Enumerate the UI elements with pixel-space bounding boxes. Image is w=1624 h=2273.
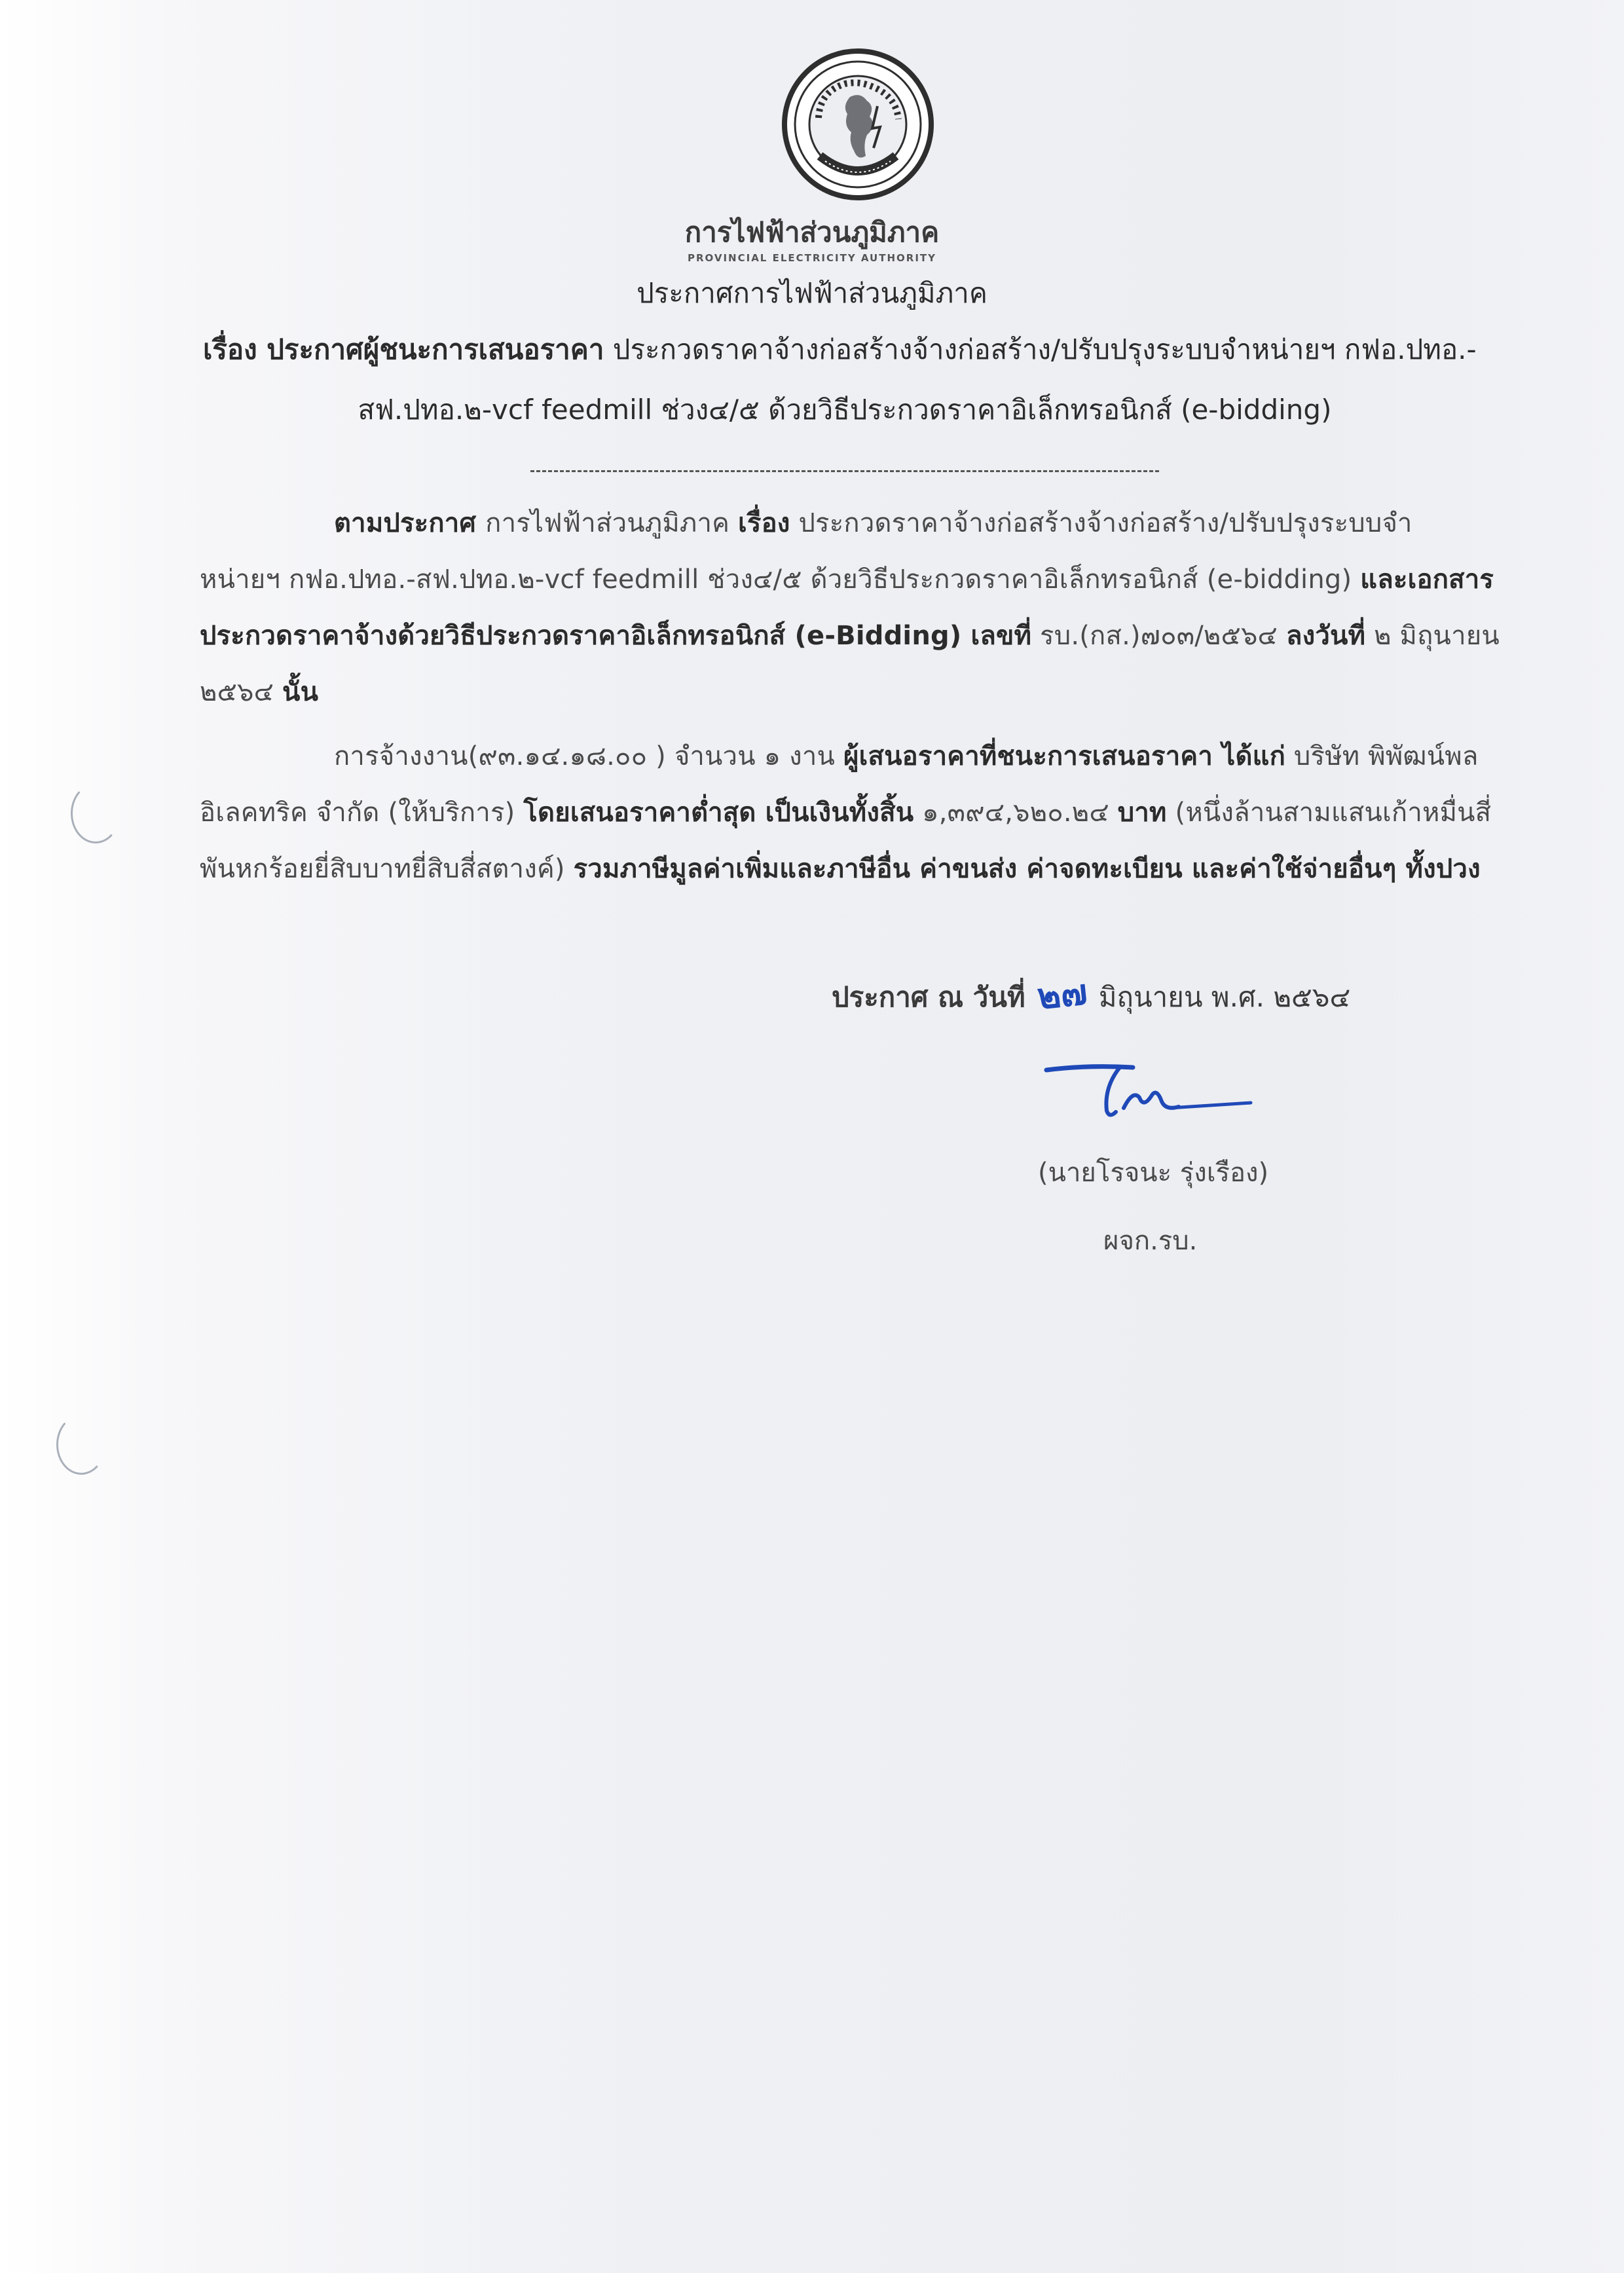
punch-hole-top	[71, 783, 120, 843]
p1-l2-b: และเอกสาร	[1360, 564, 1494, 595]
p1-l1-d: ประกวดราคาจ้างก่อสร้างจ้างก่อสร้าง/ปรับปรุงระบบจำ	[790, 508, 1412, 538]
p2-l1-c: บริษัท พิพัฒน์พล	[1285, 741, 1479, 771]
pea-seal-icon	[779, 46, 936, 203]
p2-l2-d: บาท	[1117, 798, 1167, 828]
subject-line-1: ประกวดราคาจ้างก่อสร้างจ้างก่อสร้าง/ปรับปรุงระบบจำหน่ายฯ กฟอ.ปทอ.-	[604, 333, 1477, 365]
org-name-english: PROVINCIAL ELECTRICITY AUTHORITY	[687, 252, 937, 264]
p1-l1-b: การไฟฟ้าส่วนภูมิภาค	[485, 508, 739, 538]
p2-l1-b: ผู้เสนอราคาที่ชนะการเสนอราคา ได้แก่	[843, 741, 1286, 771]
p2-l2-c: ๑,๓๙๔,๖๒๐.๒๔	[913, 798, 1118, 828]
subject-block	[203, 320, 1486, 440]
date-day-handwritten: ๒๗	[1035, 970, 1089, 1018]
p2-l2-b: โดยเสนอราคาต่ำสุด เป็นเงินทั้งสิ้น	[523, 798, 914, 828]
punch-hole-bottom	[56, 1414, 106, 1475]
paragraph-reference	[200, 495, 1500, 720]
p1-l2-a: หน่ายฯ กฟอ.ปทอ.-สฟ.ปทอ.๒-vcf feedmill ช่วง๔/๕ ด้วยวิธีประกวดราคาอิเล็กทรอนิกส์ (e-bidding)	[200, 564, 1361, 595]
separator-line	[530, 456, 1159, 472]
p1-l3-b: รบ.(กส.)๗๐๓/๒๕๖๔	[1031, 621, 1286, 651]
p2-l3-b: รวมภาษีมูลค่าเพิ่มและภาษีอื่น ค่าขนส่ง ค่าจดทะเบียน และค่าใช้จ่ายอื่นๆ ทั้งปวง	[573, 854, 1481, 884]
p1-l1-c: เรื่อง	[738, 508, 790, 538]
announcement-date	[832, 966, 1350, 1022]
announcement-title: ประกาศการไฟฟ้าส่วนภูมิภาค	[637, 277, 987, 309]
subject-label: เรื่อง ประกาศผู้ชนะการเสนอราคา	[203, 333, 604, 365]
p2-l1-a: การจ้างงาน(๙๓.๑๔.๑๘.๐๐ ) จำนวน ๑ งาน	[334, 741, 844, 771]
p1-l4-a: ๒๕๖๔	[200, 677, 283, 707]
date-prefix: ประกาศ ณ วันที่	[832, 981, 1025, 1013]
p1-l3-d: ๒ มิถุนายน	[1365, 621, 1500, 651]
p1-l1-a: ตามประกาศ	[334, 508, 486, 538]
p2-l3-a: พันหกร้อยยี่สิบบาทยี่สิบสี่สตางค์)	[200, 854, 574, 884]
p1-l4-b: นั้น	[282, 677, 319, 707]
p1-l3-a: ประกวดราคาจ้างด้วยวิธีประกวดราคาอิเล็กทรอนิกส์ (e-Bidding) เลขที่	[200, 621, 1032, 651]
signer-name: (นายโรจนะ รุ่งเรือง)	[1038, 1158, 1269, 1188]
handwritten-signature-icon	[1041, 1048, 1264, 1133]
signer-position: ผจก.รบ.	[1103, 1226, 1198, 1256]
org-name-thai: การไฟฟ้าส่วนภูมิภาค	[684, 216, 940, 248]
p2-l2-e: (หนึ่งล้านสามแสนเก้าหมื่นสี่	[1166, 798, 1492, 828]
subject-line-2: สฟ.ปทอ.๒-vcf feedmill ช่วง๔/๕ ด้วยวิธีประกวดราคาอิเล็กทรอนิกส์ (e-bidding)	[358, 394, 1332, 426]
p1-l3-c: ลงวันที่	[1285, 621, 1366, 651]
paragraph-winner	[200, 728, 1491, 897]
date-suffix: มิถุนายน พ.ศ. ๒๕๖๔	[1098, 981, 1351, 1013]
p2-l2-a: อิเลคทริค จำกัด (ให้บริการ)	[200, 798, 524, 828]
